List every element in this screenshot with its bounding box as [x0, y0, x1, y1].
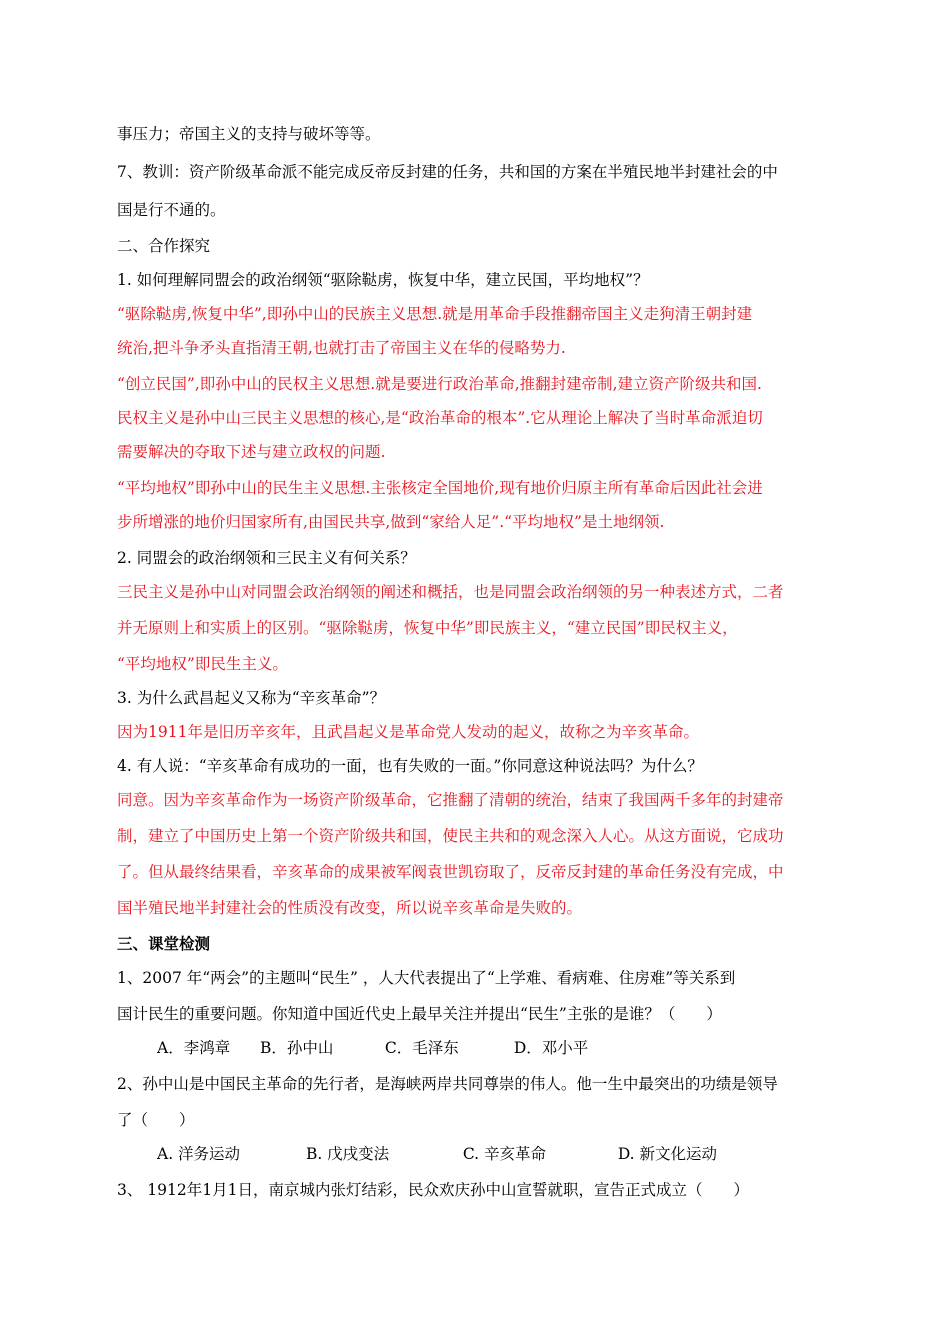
section-heading: 三、课堂检测 [117, 934, 211, 953]
answer-line: 民权主义是孙中山三民主义思想的核心,是“政治革命的根本”.它从理论上解决了当时革命派迫切 [117, 409, 763, 427]
q2-option-d: D. 新文化运动 [617, 1145, 718, 1163]
q2-line-1: 2、孙中山是中国民主革命的先行者，是海峡两岸共同尊崇的伟人。他一生中最突出的功绩是领导 [117, 1075, 778, 1093]
answer-line: 并无原则上和实质上的区别。“驱除鞑虏，恢复中华”即民族主义，“建立民国”即民权主义， [117, 619, 738, 637]
q1-option-b: B．孙中山 [259, 1039, 334, 1057]
q2-option-b: B. 戊戌变法 [305, 1145, 390, 1163]
answer-line: “创立民国”,即孙中山的民权主义思想.就是要进行政治革命,推翻封建帝制,建立资产阶级共和国. [117, 375, 762, 393]
answer-line: 了。但从最终结果看，辛亥革命的成果被军阀袁世凯窃取了，反帝反封建的革命任务没有完成，中 [117, 863, 784, 881]
text-line: 3. 为什么武昌起义又称为“辛亥革命”？ [117, 689, 386, 707]
answer-line: 步所增涨的地价归国家所有,由国民共享,做到“家给人足”.“平均地权”是土地纲领. [117, 513, 665, 531]
q3-line-1: 3、 1912年1月1日，南京城内张灯结彩，民众欢庆孙中山宣誓就职，宣告正式成立（ ） [117, 1181, 749, 1199]
answer-line: 同意。因为辛亥革命作为一场资产阶级革命，它推翻了清朝的统治，结束了我国两千多年的封建帝 [117, 791, 784, 809]
text-line: 1、2007 年“两会”的主题叫“民生” ，人大代表提出了“上学难、看病难、住房难”等关系到 [117, 969, 736, 987]
q1-option-d: D．邓小平 [513, 1039, 589, 1057]
answer-line: 国半殖民地半封建社会的性质没有改变，所以说辛亥革命是失败的。 [117, 899, 583, 917]
q2-options [157, 1144, 717, 1164]
text-line: 国计民生的重要问题。你知道中国近代史上最早关注并提出“民生”主张的是谁？（ ） [117, 1005, 722, 1023]
text-line: 2. 同盟会的政治纲领和三民主义有何关系？ [117, 549, 416, 567]
q2-line-2: 了（ ） [117, 1111, 195, 1129]
answer-line: 三民主义是孙中山对同盟会政治纲领的阐述和概括，也是同盟会政治纲领的另一种表述方式，二者 [117, 583, 784, 601]
q1-option-c: C．毛泽东 [384, 1039, 459, 1057]
text-line: 事压力；帝国主义的支持与破坏等等。 [117, 125, 381, 143]
q2-option-c: C. 辛亥革命 [462, 1145, 547, 1163]
answer-line: 需要解决的夺取下述与建立政权的问题. [117, 443, 386, 461]
q1-options [157, 1038, 588, 1058]
answer-line: “驱除鞑虏,恢复中华”,即孙中山的民族主义思想.就是用革命手段推翻帝国主义走狗清王朝封建 [117, 305, 753, 323]
q1-option-a: A．李鸿章 [157, 1039, 231, 1057]
answer-line: 因为1911年是旧历辛亥年，且武昌起义是革命党人发动的起义，故称之为辛亥革命。 [117, 723, 699, 741]
text-line: 4. 有人说：“辛亥革命有成功的一面，也有失败的一面。”你同意这种说法吗？为什么？ [117, 757, 703, 775]
text-line: 1. 如何理解同盟会的政治纲领“驱除鞑虏，恢复中华，建立民国，平均地权”？ [117, 271, 649, 289]
answer-line: 制，建立了中国历史上第一个资产阶级共和国，使民主共和的观念深入人心。从这方面说，它成功 [117, 827, 784, 845]
q2-option-a: A. 洋务运动 [157, 1145, 241, 1163]
text-line: 二、合作探究 [117, 237, 211, 255]
answer-line: 统治,把斗争矛头直指清王朝,也就打击了帝国主义在华的侵略势力. [117, 339, 566, 357]
text-line: 7、教训：资产阶级革命派不能完成反帝反封建的任务，共和国的方案在半殖民地半封建社会的中 [117, 163, 778, 181]
answer-line: “平均地权”即民生主义。 [117, 655, 288, 673]
answer-line: “平均地权”即孙中山的民生主义思想.主张核定全国地价,现有地价归原主所有革命后因此社会进 [117, 479, 763, 497]
text-line: 国是行不通的。 [117, 201, 226, 219]
